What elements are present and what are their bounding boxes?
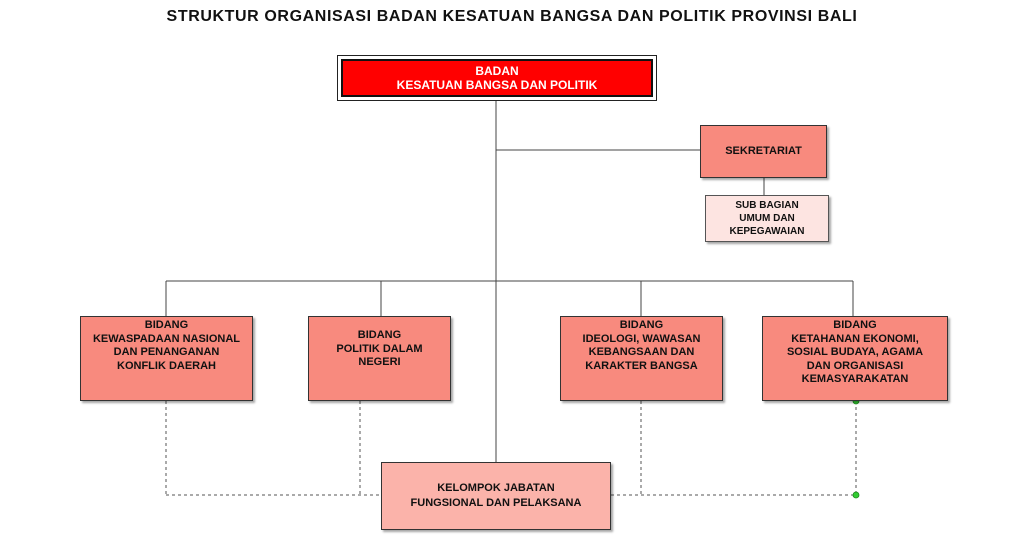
bidang-1-line: DAN PENANGANAN bbox=[113, 346, 220, 358]
kelompok-line-1: KELOMPOK JABATAN bbox=[437, 482, 555, 494]
sub-bagian-line-3: KEPEGAWAIAN bbox=[729, 226, 805, 237]
bidang-2-line: BIDANG bbox=[357, 329, 402, 341]
bidang-1-line: KONFLIK DAERAH bbox=[117, 359, 216, 372]
chart-title: STRUKTUR ORGANISASI BADAN KESATUAN BANGSA DAN POLITIK PROVINSI BALI bbox=[166, 8, 858, 25]
bidang-1-line: KEWASPADAAN NASIONAL bbox=[92, 332, 241, 345]
bidang-4-line: DAN ORGANISASI bbox=[806, 359, 904, 372]
bidang-4-line: SOSIAL BUDAYA, AGAMA bbox=[786, 346, 924, 358]
bidang-2-line: POLITIK DALAM bbox=[336, 342, 423, 355]
kelompok-jabatan-box[interactable] bbox=[381, 462, 611, 530]
bidang-3-line: BIDANG bbox=[619, 319, 664, 331]
head-line-2: KESATUAN BANGSA DAN POLITIK bbox=[396, 78, 598, 92]
sekretariat-label: SEKRETARIAT bbox=[725, 145, 802, 157]
sub-bagian-box[interactable] bbox=[705, 195, 829, 242]
bidang-politik-box[interactable] bbox=[308, 316, 451, 401]
bidang-3-line: KARAKTER BANGSA bbox=[585, 359, 698, 372]
head-line-1: BADAN bbox=[475, 64, 519, 78]
bidang-4-line: KETAHANAN EKONOMI, bbox=[791, 332, 919, 345]
bidang-4-line: KEMASYARAKATAN bbox=[801, 373, 909, 385]
connector-handle-bottom bbox=[853, 492, 859, 498]
sub-bagian-line-2: UMUM DAN bbox=[739, 213, 795, 224]
bidang-ketahanan-box[interactable] bbox=[762, 316, 948, 401]
head-box[interactable] bbox=[341, 59, 653, 97]
kelompok-line-2: FUNGSIONAL DAN PELAKSANA bbox=[410, 497, 582, 509]
bidang-ideologi-box[interactable] bbox=[560, 316, 723, 401]
bidang-3-line: IDEOLOGI, WAWASAN bbox=[582, 332, 701, 345]
bidang-4-line: BIDANG bbox=[833, 319, 877, 331]
bidang-2-line: NEGERI bbox=[358, 356, 401, 368]
bidang-3-line: KEBANGSAAN DAN bbox=[588, 346, 695, 358]
bidang-1-line: BIDANG bbox=[144, 319, 189, 331]
sekretariat-box[interactable] bbox=[700, 125, 827, 178]
bidang-kewaspadaan-box[interactable] bbox=[80, 316, 253, 401]
sub-bagian-line-1: SUB BAGIAN bbox=[735, 200, 799, 211]
